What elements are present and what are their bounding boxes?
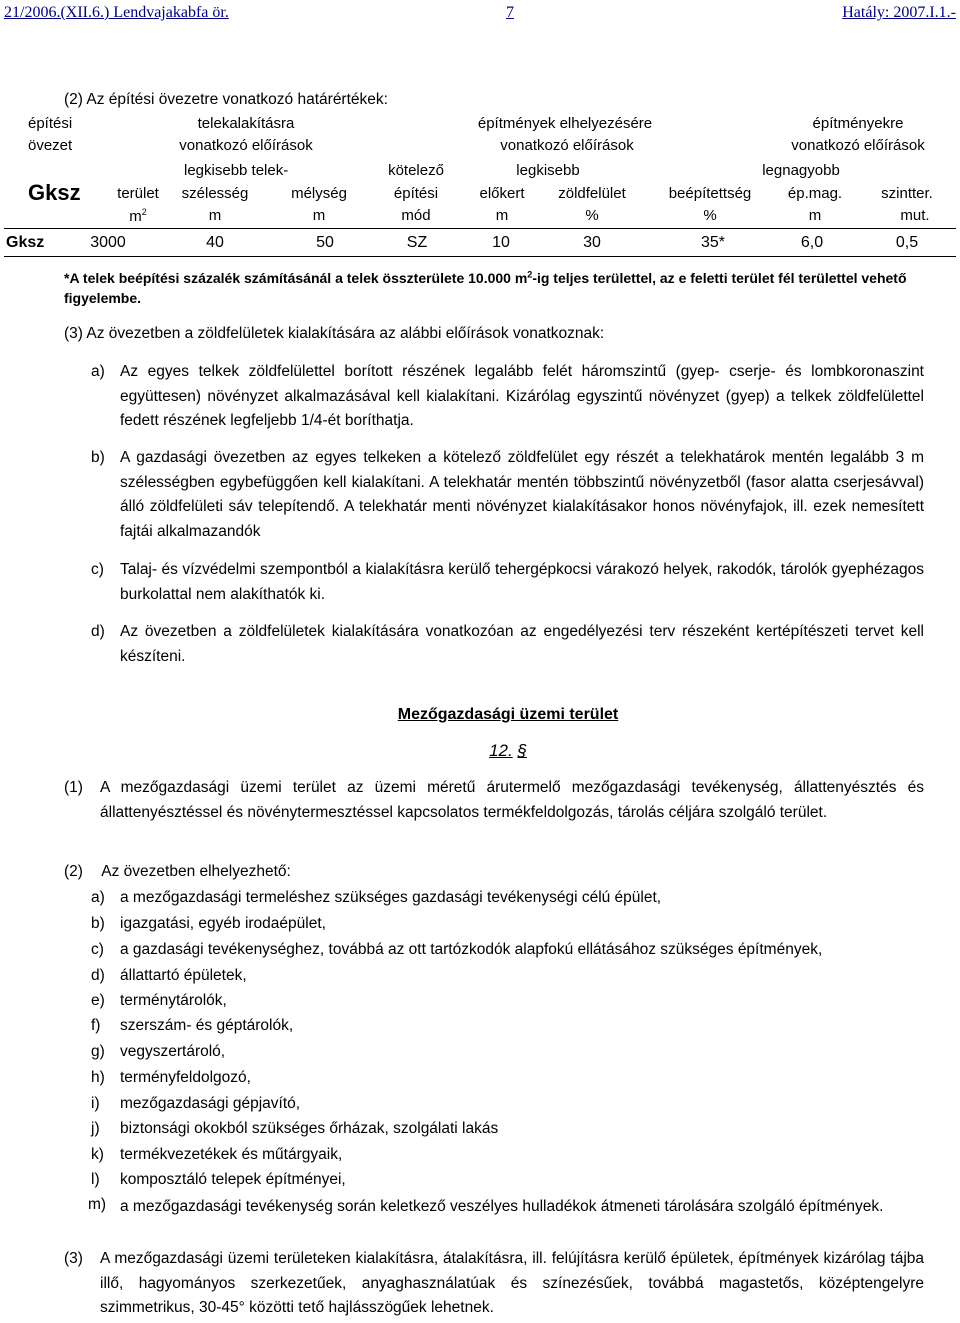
green-rule-d (64, 622, 924, 671)
unit-front-yard: m (495, 207, 509, 224)
cell-green-area: 30 (583, 234, 601, 251)
paragraph-3 (64, 1249, 924, 1323)
cell-area: 3000 (90, 234, 126, 251)
unit-area: $m^2$ (129, 207, 147, 225)
green-rule-d-label: d) (91, 623, 105, 640)
allowed-item-d-label: d) (91, 967, 105, 984)
cell-building-mode: SZ (406, 234, 428, 251)
page-header (0, 0, 960, 22)
allowed-item-k-text: termékvezetékek és műtárgyaik, (120, 1146, 343, 1163)
table-rule-top (4, 228, 956, 229)
allowed-item-l-label: l) (91, 1171, 100, 1188)
allowed-item-b-text: igazgatási, egyéb irodaépület, (120, 915, 326, 932)
th-zone-code: Gksz (28, 180, 81, 205)
unit-floor-ratio: mut. (900, 207, 930, 224)
cell-depth: 50 (316, 234, 334, 251)
col-floor-ratio: szintter. (881, 185, 933, 202)
paragraph-1-text: A mezőgazdasági üzemi terület az üzemi méretű árutermelő mezőgazdasági tevékenység, állattenyésztés és állattenyésztéssel és növénytermesztéssel kapcsolatos termékfeldolgozás, tárolás céljára szolgáló terület. (100, 779, 924, 821)
th-minimum: legkisebb (516, 162, 580, 179)
green-rule-c (64, 560, 924, 609)
th-zone-1: építési (28, 115, 73, 132)
th-placement-2: vonatkozó előírások (500, 137, 634, 154)
cell-building-height: 6,0 (800, 234, 824, 251)
allowed-item-h-text: terményfeldolgozó, (120, 1069, 251, 1086)
cell-front-yard: 10 (492, 234, 510, 251)
col-width: szélesség (181, 185, 249, 202)
col-building-height: ép.mag. (787, 185, 843, 202)
allowed-item-f-label: f) (91, 1017, 101, 1034)
col-depth: mélység (291, 185, 347, 202)
th-plot-1: telekalakításra (197, 115, 295, 132)
green-rule-c-text: Talaj- és vízvédelmi szempontból a kialakításra kerülő tehergépkocsi várakozó helyek, rakodók, tárolók gyephézagos burkolattal nem alakíthatók ki. (120, 561, 924, 603)
green-rule-a-label: a) (91, 363, 105, 380)
th-maximum: legnagyobb (762, 162, 840, 179)
green-rule-a-text: Az egyes telkek zöldfelülettel borított részének legalább felét háromszintű (gyep- cserje- és lombkoronaszint együttesen) növényzet alkalmazásával kell kialakítani. Kizárólag egyszintű növényzet (gyep) a telkek zöldfelülettel fedett részének legfeljebb 1/4-ét boríthatja. (120, 363, 924, 429)
th-placement-1: építmények elhelyezésére (477, 115, 653, 132)
cell-floor-ratio: 0,5 (895, 234, 919, 251)
paragraph-1 (64, 778, 924, 827)
paragraph-2-intro: Az övezetben elhelyezhető: (101, 863, 291, 880)
col-area: terület (117, 185, 159, 202)
allowed-item-j-text: biztonsági okokból szükséges őrházak, szolgálati lakás (120, 1120, 499, 1137)
paragraph-2-label: (2) (64, 863, 83, 880)
allowed-item-j-label: j) (91, 1120, 100, 1137)
cell-width: 40 (206, 234, 224, 251)
th-zone-2: övezet (28, 137, 73, 154)
unit-width: m (208, 207, 222, 224)
th-buildings-2: vonatkozó előírások (791, 137, 925, 154)
col-building-mode: építési (393, 185, 439, 202)
section-3-intro: (3) Az övezetben a zöldfelületek kialakítására az alábbi előírások vonatkoznak: (64, 325, 605, 342)
cell-built-ratio: 35* (700, 234, 726, 251)
row-zone-code: Gksz (6, 234, 45, 251)
paragraph-3-label: (3) (64, 1250, 83, 1267)
allowed-item-m-label: m) (88, 1196, 107, 1213)
unit-building-height: m (808, 207, 822, 224)
allowed-item-c-text: a gazdasági tevékenységhez, továbbá az ott tartózkodók alapfokú ellátásához szükséges építmények, (120, 941, 823, 958)
allowed-item-l-text: komposztáló telepek építményei, (120, 1171, 346, 1188)
paragraph-1-label: (1) (64, 779, 83, 796)
allowed-item-f-text: szerszám- és géptárolók, (120, 1017, 294, 1034)
paragraph-2 (64, 862, 291, 883)
paragraph-3-text: A mezőgazdasági üzemi területeken kialakításra, átalakításra, ill. felújításra kerülő épületek, építmények kizárólag tájba illő, hagyományos szerkezetűek, anyaghasználatúak és színezésűek, továbbá magastetős, középtengelyre szimmetrikus, 30-45° közötti tető hajlásszögűek lehetnek. (100, 1250, 924, 1316)
section-number (0, 740, 960, 763)
green-rule-d-text: Az övezetben a zöldfelületek kialakítására vonatkozóan az engedélyezési terv részeként kertépítészeti tervet kell készíteni. (120, 623, 924, 665)
allowed-item-g-text: vegyszertároló, (120, 1043, 226, 1060)
allowed-item-b-label: b) (91, 915, 105, 932)
unit-building-mode: mód (401, 207, 431, 224)
allowed-item-g-label: g) (91, 1043, 105, 1060)
th-min-plot: legkisebb telek- (184, 162, 289, 179)
th-mandatory: kötelező (388, 162, 444, 179)
unit-depth: m (312, 207, 326, 224)
col-built-ratio: beépítettség (668, 185, 752, 202)
green-rule-b-text: A gazdasági övezetben az egyes telkeken a kötelező zöldfelület egy részét a telekhatárok mentén legalább 3 m szélességben egybefüggően kell kialakítani. A telekhatár mentén többszintű növényzetből (fasor alatta cserjesávval) álló zöldfelületi sáv telepítendő. A telekhatár menti növényzet kialakításakor honos növényfajok, ill. ezek nemesített fajtái alkalmazandók (120, 449, 924, 540)
allowed-item-c-label: c) (91, 941, 104, 958)
section-number-value: 12. (489, 741, 513, 760)
allowed-item-i-label: i) (91, 1095, 100, 1112)
header-page-number-link[interactable]: 7 (506, 4, 514, 21)
allowed-item-h-label: h) (91, 1069, 105, 1086)
unit-built-ratio: % (703, 207, 717, 224)
th-plot-2: vonatkozó előírások (179, 137, 313, 154)
green-rule-b-label: b) (91, 449, 105, 466)
green-rule-c-label: c) (91, 561, 104, 578)
col-front-yard: előkert (479, 185, 525, 202)
header-regulation-link[interactable]: 21/2006.(XII.6.) Lendvajakabfa ör. (4, 4, 229, 21)
allowed-item-a-label: a) (91, 889, 105, 906)
th-buildings-1: építményekre (812, 115, 904, 132)
table-footnote: *A telek beépítési százalék számításánál a telek összterülete 10.000 $m^2-ig$ teljes területtel, az e feletti terület fél területtel vehető figyelembe. (64, 269, 907, 307)
allowed-item-e-text: terménytárolók, (120, 992, 227, 1009)
allowed-item-i-text: mezőgazdasági gépjavító, (120, 1095, 301, 1112)
allowed-item-d-text: állattartó épületek, (120, 967, 247, 984)
allowed-item-e-label: e) (91, 992, 105, 1009)
green-rule-b (64, 448, 924, 546)
col-green-area: zöldfelület (558, 185, 626, 202)
allowed-item-k-label: k) (91, 1146, 104, 1163)
section-2-heading: (2) Az építési övezetre vonatkozó határértékek: (64, 91, 388, 108)
section-mark: § (517, 741, 527, 760)
allowed-item-m-text: a mezőgazdasági tevékenység során keletkező veszélyes hulladékok átmeneti tárolására szolgáló építmények. (120, 1198, 884, 1215)
unit-green-area: % (585, 207, 599, 224)
table-rule-bottom (4, 256, 956, 257)
green-rule-a (64, 362, 924, 436)
header-effective-date-link[interactable]: Hatály: 2007.I.1.- (842, 4, 956, 21)
chapter-title: Mezőgazdasági üzemi terület (397, 706, 619, 723)
allowed-item-a-text: a mezőgazdasági termeléshez szükséges gazdasági tevékenységi célú épület, (120, 889, 662, 906)
